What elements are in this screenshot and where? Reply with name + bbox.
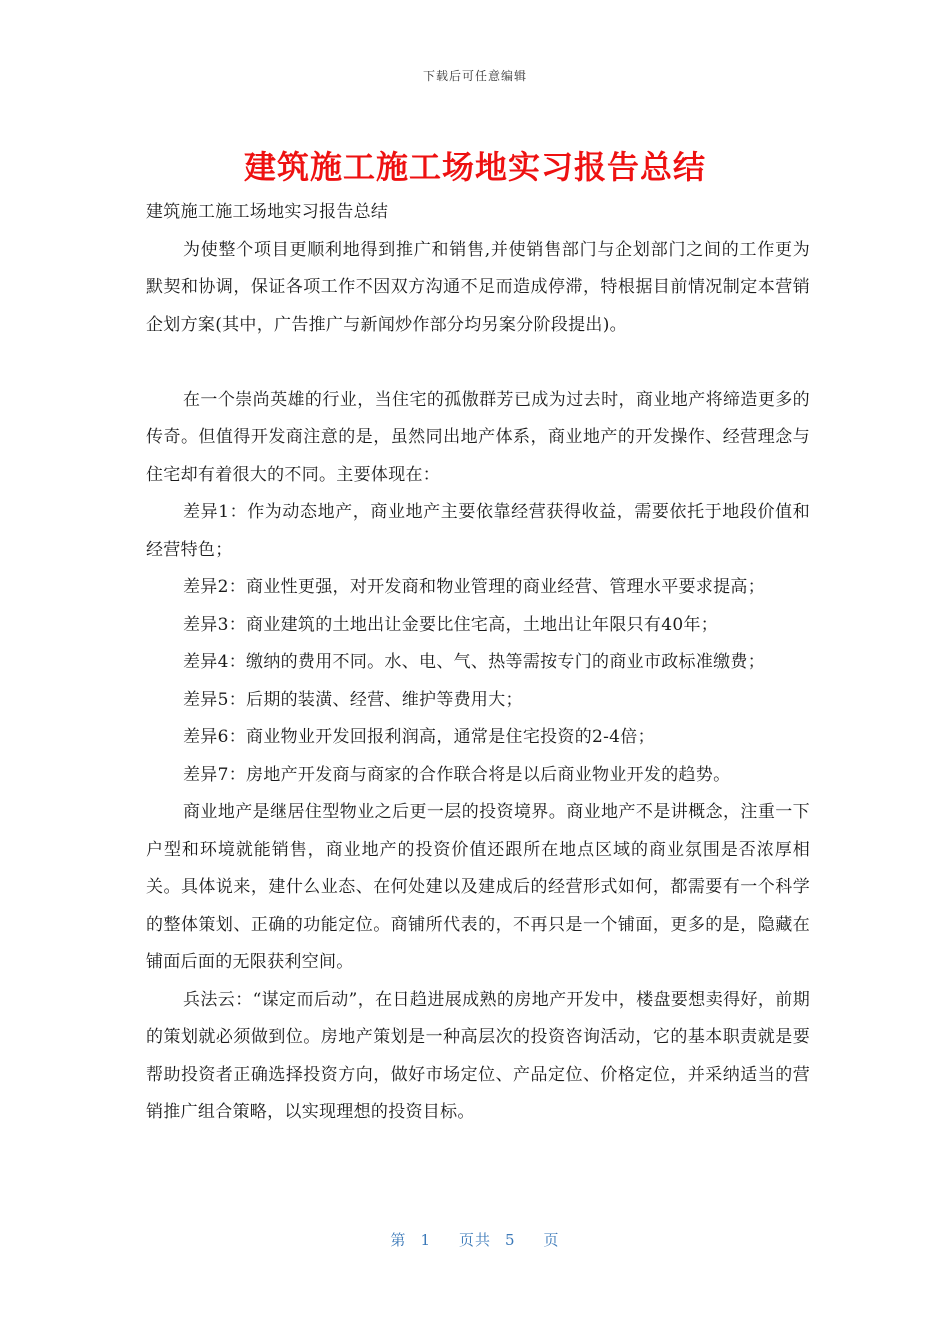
difference-item-6: 差异6：商业物业开发回报利润高，通常是住宅投资的2-4倍； [183, 727, 655, 747]
document-subtitle: 建筑施工施工场地实习报告总结 [146, 202, 389, 222]
difference-item-4: 差异4：缴纳的费用不同。水、电、气、热等需按专门的商业市政标准缴费； [183, 652, 766, 672]
difference-item-1: 差异1：作为动态地产，商业地产主要依靠经营获得收益，需要依托于地段价值和经营特色； [146, 502, 810, 560]
paragraph-strategy: 兵法云：“谋定而后动”，在日趋进展成熟的房地产开发中，楼盘要想卖得好，前期的策划就必须做到位。房地产策划是一种高层次的投资咨询活动，它的基本职责就是要帮助投资者正确选择投资方向，做好市场定位、产品定位、价格定位，并采纳适当的营销推广组合策略，以实现理想的投资目标。 [146, 989, 810, 1122]
document-title: 建筑施工施工场地实习报告总结 [243, 148, 706, 186]
page-footer [0, 1229, 950, 1250]
header-note: 下载后可任意编辑 [422, 69, 527, 83]
footer-page-current: 1 [420, 1231, 431, 1249]
paragraph-commercial-value: 商业地产是继居住型物业之后更一层的投资境界。商业地产不是讲概念，注重一下户型和环境就能销售，商业地产的投资价值还跟所在地点区域的商业氛围是否浓厚相关。具体说来，建什么业态、在何处建以及建成后的经营形式如何，都需要有一个科学的整体策划、正确的功能定位。商铺所代表的，不再只是一个铺面，更多的是，隐藏在铺面后面的无限获利空间。 [146, 802, 810, 972]
paragraph-gap [146, 344, 810, 382]
paragraph-intro: 为使整个项目更顺利地得到推广和销售,并使销售部门与企划部门之间的工作更为默契和协调，保证各项工作不因双方沟通不足而造成停滞，特根据目前情况制定本营销企划方案(其中，广告推广与新闻炒作部分均另案分阶段提出)。 [146, 239, 810, 335]
difference-item-2: 差异2：商业性更强，对开发商和物业管理的商业经营、管理水平要求提高； [183, 577, 766, 597]
footer-page-suffix: 页 [543, 1231, 560, 1249]
paragraph-industry: 在一个崇尚英雄的行业，当住宅的孤傲群芳已成为过去时，商业地产将缔造更多的传奇。但值得开发商注意的是，虽然同出地产体系，商业地产的开发操作、经营理念与住宅却有着很大的不同。主要体现在： [146, 389, 810, 485]
footer-page-label: 第 [390, 1231, 407, 1249]
difference-item-5: 差异5：后期的装潢、经营、维护等费用大； [183, 689, 523, 710]
difference-item-3: 差异3：商业建筑的土地出让金要比住宅高，土地出让年限只有40年； [183, 614, 719, 635]
difference-item-7: 差异7：房地产开发商与商家的合作联合将是以后商业物业开发的趋势。 [183, 764, 731, 785]
footer-page-total: 5 [505, 1231, 516, 1249]
footer-page-of-label: 页共 [458, 1231, 491, 1249]
document-body [146, 194, 810, 1132]
